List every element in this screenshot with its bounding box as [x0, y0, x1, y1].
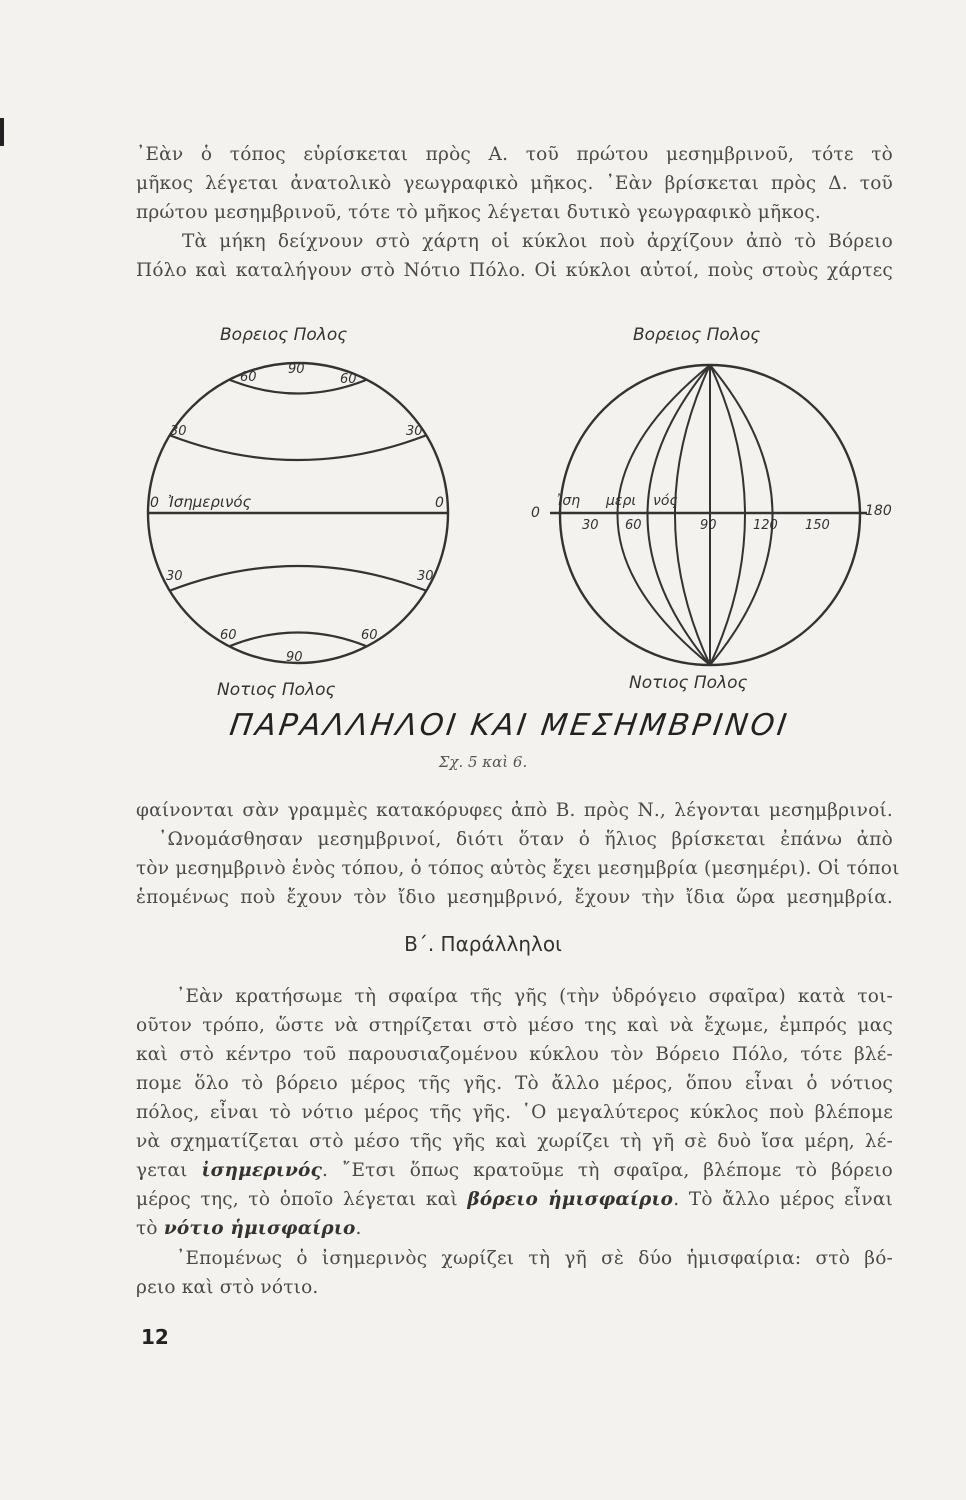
text-line: Τὰ μήκη δείχνουν στὸ χάρτη οἱ κύκλοι ποὺ ἀρχίζουν ἀπὸ τὸ Βόρειο: [182, 231, 893, 252]
label-30-south-left: 30: [166, 569, 183, 584]
meridian-label-90: 90: [700, 518, 717, 533]
meridian-word-part-2: μερι: [606, 493, 637, 509]
text-line: [136, 1185, 893, 1214]
binding-edge-mark: [0, 118, 4, 146]
right-north-pole-label: Βορειος Πολος: [633, 325, 761, 345]
text-line: πομε ὅλο τὸ βόρειο μέρος τῆς γῆς. Τὸ ἄλλο μέρος, ὅπου εἶναι ὁ νότιος: [136, 1073, 893, 1094]
meridian-label-60: 60: [625, 518, 642, 533]
middle-paragraph: [136, 796, 900, 912]
text-line: οῦτον τρόπο, ὥστε νὰ στηρίζεται στὸ μέσο της καὶ νὰ ἔχωμε, ἐμπρός μας: [136, 1015, 893, 1036]
label-60-south-left: 60: [220, 628, 237, 643]
text-line: ᾿Ωνομάσθησαν μεσημβρινοί, διότι ὅταν ὁ ἥλιος βρίσκεται ἐπάνω ἀπὸ: [158, 829, 893, 850]
text-fragment: γεται: [136, 1160, 202, 1181]
text-line: τὸν μεσημβρινὸ ἑνὸς τόπου, ὁ τόπος αὐτὸς ἔχει μεσημβρία (μεσημέρι). Οἱ τόποι: [136, 858, 900, 879]
text-line: ᾿Εὰν κρατήσωμε τὴ σφαίρα τῆς γῆς (τὴν ὑδρόγειο σφαῖρα) κατὰ τοι-: [176, 986, 893, 1007]
meridian-label-180: 180: [865, 503, 892, 519]
bottom-paragraph: [136, 982, 893, 1243]
label-60-south-right: 60: [361, 628, 378, 643]
label-0-left: 0: [150, 495, 159, 511]
text-line: φαίνονται σὰν γραμμὲς κατακόρυφες ἀπὸ Β. πρὸς Ν., λέγονται μεσημβρινοί.: [136, 800, 893, 821]
meridian-word-part-3: νός: [653, 493, 678, 509]
text-line: [136, 1214, 893, 1243]
section-title: Β΄. Παράλληλοι: [404, 932, 562, 956]
final-paragraph: [136, 1244, 893, 1302]
right-south-pole-label: Νοτιος Πολος: [629, 673, 748, 693]
figure-title: ΠΑΡΑΛΛΗΛΟΙ ΚΑΙ ΜΕΣΗΜΒΡΙΝΟΙ: [227, 708, 792, 743]
text-line: μῆκος λέγεται ἀνατολικὸ γεωγραφικὸ μῆκος. ᾿Εὰν βρίσκεται πρὸς Δ. τοῦ: [136, 173, 893, 194]
text-fragment: . ῎Ετσι ὅπως κρατοῦμε τὴ σφαῖρα, βλέπομε τὸ βόρειο: [322, 1160, 894, 1181]
page-number: 12: [141, 1325, 169, 1349]
text-line: ρειο καὶ στὸ νότιο.: [136, 1277, 319, 1298]
label-90-north: 90: [288, 362, 305, 377]
label-60-north-left: 60: [240, 370, 257, 385]
text-line: καὶ στὸ κέντρο τοῦ παρουσιαζομένου κύκλου τὸν Βόρειο Πόλο, τότε βλέ-: [136, 1044, 893, 1065]
term-equator: ἰσημερινός: [201, 1160, 323, 1181]
text-line: νὰ σχηματίζεται στὸ μέσο τῆς γῆς καὶ χωρίζει τὴ γῆ σὲ δυὸ ἴσα μέρη, λέ-: [136, 1131, 893, 1152]
meridian-label-0: 0: [531, 505, 540, 521]
left-south-pole-label: Νοτιος Πολος: [217, 680, 336, 700]
label-60-north-right: 60: [340, 372, 357, 387]
text-fragment: μέρος της, τὸ ὁποῖο λέγεται καὶ: [136, 1189, 468, 1210]
text-line: ᾿Εὰν ὁ τόπος εὑρίσκεται πρὸς Α. τοῦ πρώτου μεσημβρινοῦ, τότε τὸ: [136, 144, 893, 165]
meridian-label-30: 30: [582, 518, 599, 533]
top-paragraph: [136, 140, 893, 285]
equator-label: Ἰσημερινός: [168, 493, 252, 511]
text-line: Πόλο καὶ καταλήγουν στὸ Νότιο Πόλο. Οἱ κύκλοι αὐτοί, ποὺς στοὺς χάρτες: [136, 260, 893, 281]
label-0-right: 0: [435, 495, 444, 511]
term-northern-hemisphere: βόρειο ἡμισφαίριο: [467, 1189, 674, 1210]
term-southern-hemisphere: νότιο ἡμισφαίριο: [163, 1218, 356, 1239]
text-line: ἑπομένως ποὺ ἔχουν τὸν ἴδιο μεσημβρινό, ἔχουν τὴν ἴδια ὥρα μεσημβρία.: [136, 887, 893, 908]
text-fragment: τὸ: [136, 1218, 164, 1239]
figure-caption: Σχ. 5 καὶ 6.: [438, 753, 528, 771]
meridian-word-part-1: Ἰση: [557, 493, 581, 509]
text-line: ᾿Επομένως ὁ ἰσημερινὸς χωρίζει τὴ γῆ σὲ δύο ἡμισφαίρια: στὸ βό-: [176, 1248, 893, 1269]
text-fragment: . Τὸ ἄλλο μέρος εἶναι: [673, 1189, 893, 1210]
label-30-south-right: 30: [417, 569, 434, 584]
text-line: πόλος, εἶναι τὸ νότιο μέρος τῆς γῆς. ῾Ο μεγαλύτερος κύκλος ποὺ βλέπομε: [136, 1102, 893, 1123]
meridians-diagram: [525, 345, 905, 675]
meridian-label-120: 120: [753, 518, 778, 533]
label-90-south: 90: [286, 650, 303, 665]
parallels-diagram: [138, 345, 458, 675]
text-line: πρώτου μεσημβρινοῦ, τότε τὸ μῆκος λέγεται δυτικὸ γεωγραφικὸ μῆκος.: [136, 202, 822, 223]
text-line: [136, 1156, 893, 1185]
text-fragment: .: [355, 1218, 362, 1239]
left-north-pole-label: Βορειος Πολος: [220, 325, 348, 345]
meridian-label-150: 150: [805, 518, 830, 533]
label-30-north-right: 30: [406, 424, 423, 439]
label-30-north-left: 30: [170, 424, 187, 439]
